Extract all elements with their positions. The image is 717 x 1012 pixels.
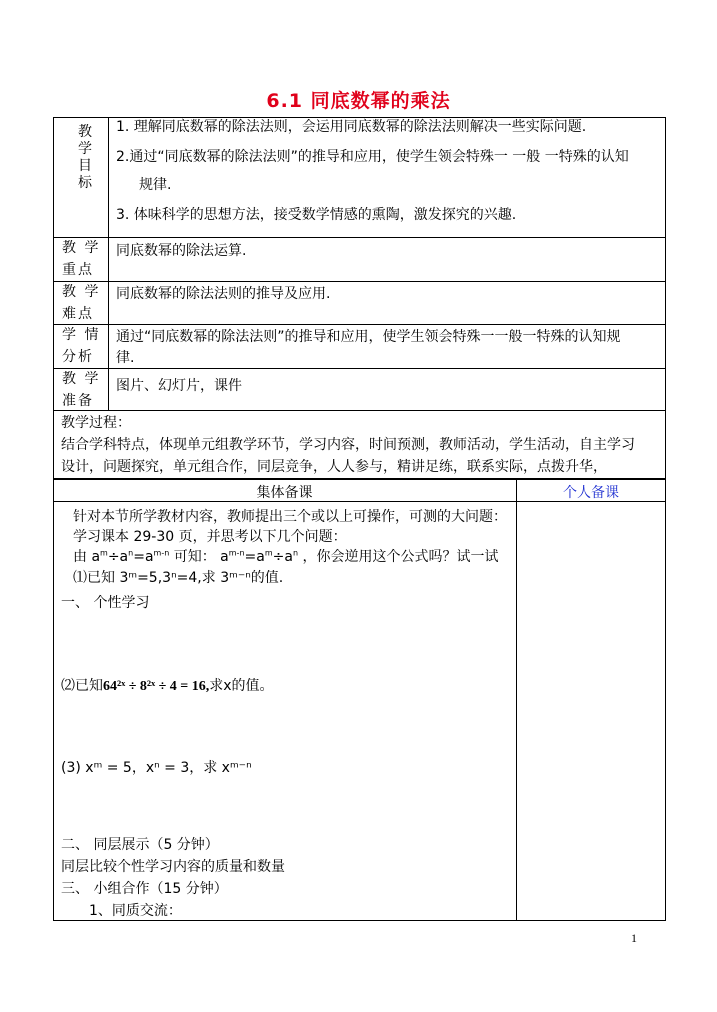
goal-item-3: 3. 体味科学的思想方法，接受数学情感的熏陶，激发探究的兴趣. bbox=[116, 207, 517, 223]
column-divider bbox=[516, 479, 517, 921]
difficulty-text: 同底数幂的除法法则的推导及应用. bbox=[116, 286, 331, 302]
process-line-2: 设计，问题探究，单元组合作，同层竞争，人人参与，精讲足练，联系实际，点拨升华， bbox=[61, 459, 607, 475]
section-peer-showcase: 二、 同层展示（5 分钟） bbox=[61, 837, 219, 853]
page-number: 1 bbox=[631, 931, 637, 945]
peer-showcase-text: 同层比较个性学习内容的质量和数量 bbox=[61, 859, 285, 875]
section-individual-study: 一、 个性学习 bbox=[61, 595, 150, 611]
process-line-1: 结合学科特点，体现单元组教学环节，学习内容，时间预测，教师活动，学生活动，自主学习 bbox=[61, 437, 635, 453]
row-divider bbox=[53, 281, 666, 282]
goals-label: 教学目标 bbox=[78, 124, 92, 191]
row-divider bbox=[53, 410, 666, 411]
analysis-text-line2: 律. bbox=[116, 350, 135, 366]
page-title: 6.1 同底数幂的乘法 bbox=[266, 90, 451, 112]
personal-prep-header: 个人备课 bbox=[563, 485, 619, 501]
group-cooperation-item-1: 1、同质交流： bbox=[89, 903, 182, 919]
prep-text: 图片、幻灯片，课件 bbox=[116, 378, 242, 394]
collective-prep-header: 集体备课 bbox=[256, 485, 313, 501]
process-heading: 教学过程： bbox=[61, 415, 131, 431]
label-column-divider bbox=[108, 117, 109, 410]
row-divider bbox=[53, 237, 666, 238]
analysis-label: 学 情 分析 bbox=[62, 327, 101, 365]
question-1: ⑴已知 3ᵐ=5,3ⁿ=4,求 3ᵐ⁻ⁿ的值. bbox=[73, 570, 284, 586]
goal-item-1: 1. 理解同底数幂的除法法则，会运用同底数幂的除法法则解决一些实际问题. bbox=[116, 119, 587, 135]
row-divider bbox=[53, 368, 666, 369]
keypoint-label: 教 学 重点 bbox=[62, 240, 101, 278]
difficulty-label: 教 学 难点 bbox=[62, 284, 101, 322]
formula-line: 由 $a^m\div a^n=a^{m-n}$ 可知： $a^{m-n}=a^m\div a^n$ ，你会逆用这个公式吗？试一试 bbox=[73, 548, 499, 565]
goal-item-2: 2.通过“同底数幂的除法法则”的推导和应用，使学生领会特殊一 一般 一特殊的认知 bbox=[116, 149, 629, 165]
goal-item-2-cont: 规律. bbox=[139, 177, 172, 193]
row-divider bbox=[53, 324, 666, 325]
section-group-cooperation: 三、 小组合作（15 分钟） bbox=[61, 881, 228, 897]
intro-line-2: 学习课本 29-30 页，并思考以下几个问题： bbox=[73, 529, 347, 545]
question-2: ⑵已知64²ˣ ÷ 8²ˣ ÷ 4 = 16,求x的值。 bbox=[61, 678, 274, 694]
prep-label: 教 学 准备 bbox=[62, 371, 101, 409]
analysis-text-line1: 通过“同底数幂的除法法则”的推导和应用，使学生领会特殊一一般一特殊的认知规 bbox=[116, 329, 621, 345]
keypoint-text: 同底数幂的除法运算. bbox=[116, 243, 247, 259]
question-3: (3) xᵐ = 5，xⁿ = 3，求 xᵐ⁻ⁿ bbox=[61, 760, 252, 776]
intro-line-1: 针对本节所学教材内容，教师提出三个或以上可操作，可测的大问题： bbox=[73, 509, 507, 525]
